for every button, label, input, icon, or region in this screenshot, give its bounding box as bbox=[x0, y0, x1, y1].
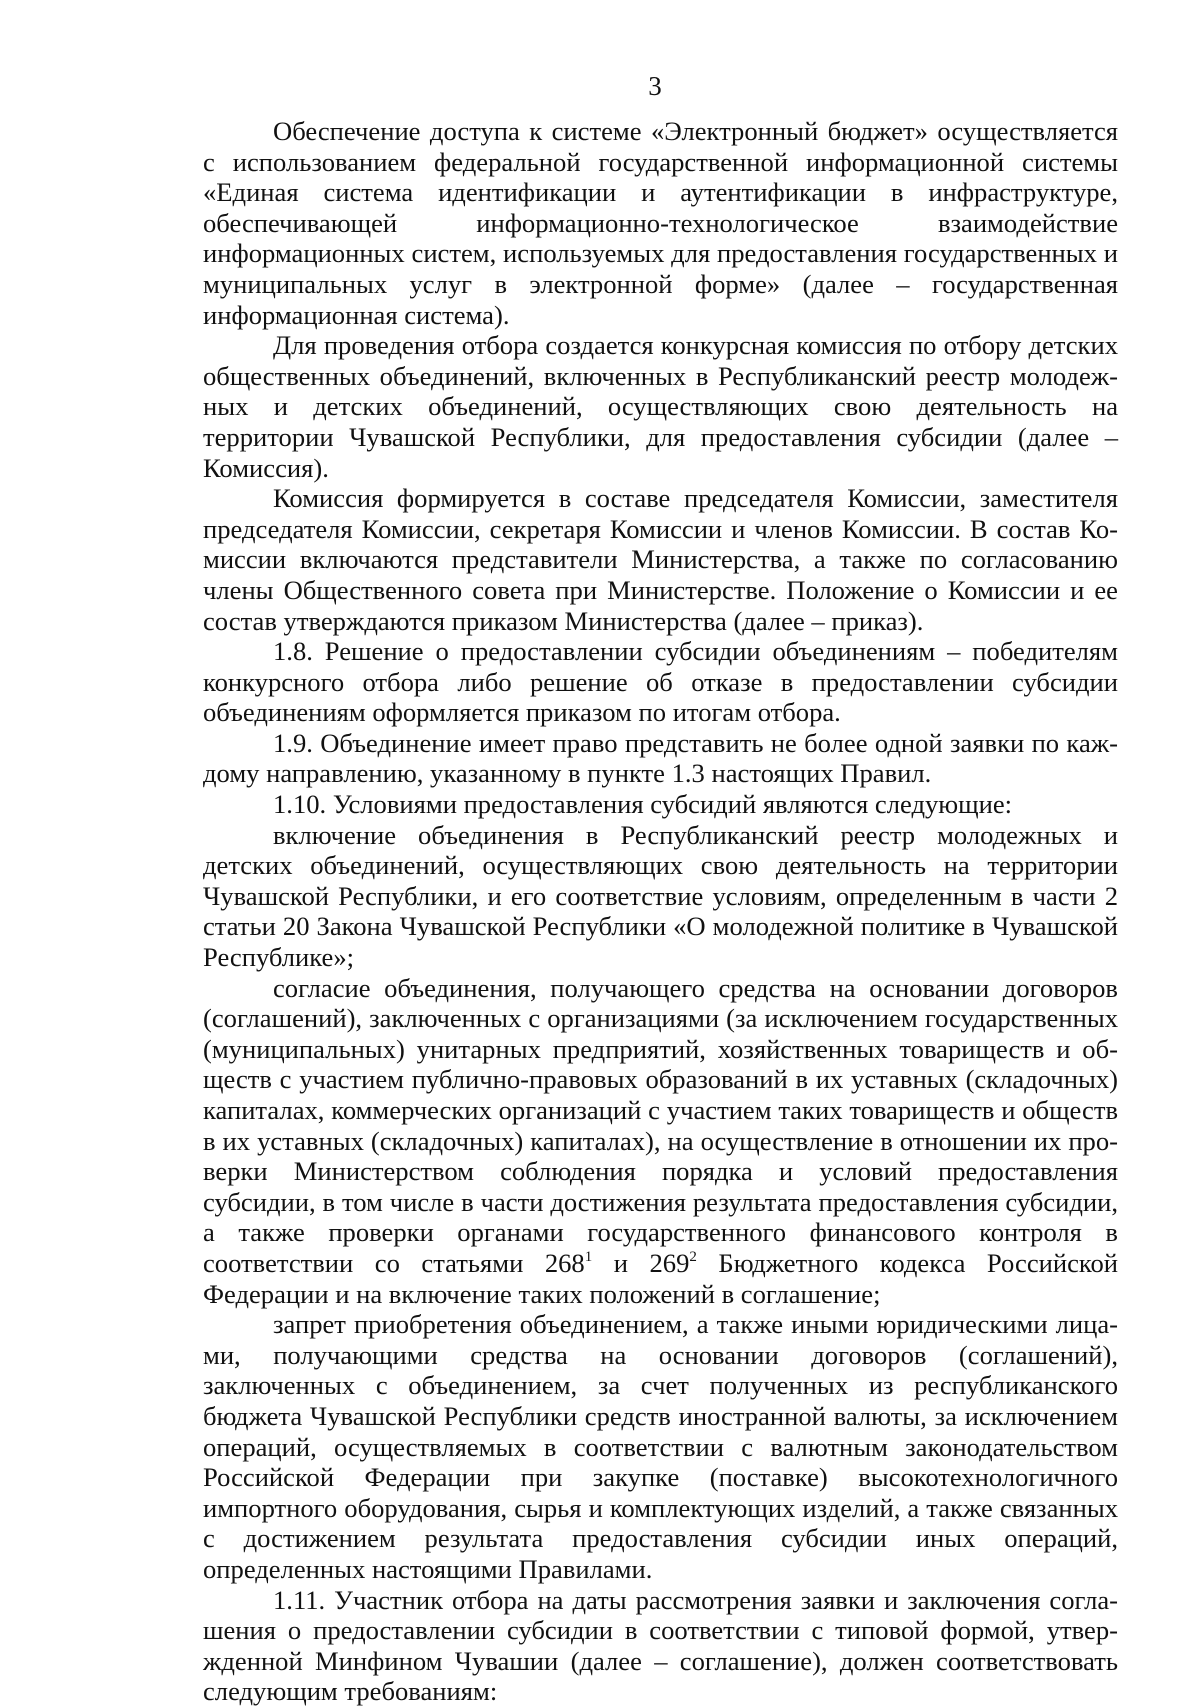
paragraph-registry-inclusion: включение объединения в Республиканский реестр молодежных и детских объединений, осуществляющих свою деятельность на территории Чувашской Республики, и его соответствие условиям, определенным в части 2 статьи 20 Закона Чувашской Республики «О молодежной политике в Чувашской Республике»; bbox=[203, 819, 1118, 973]
page-number: 3 bbox=[648, 71, 662, 101]
paragraph-commission-composition: Комиссия формируется в составе председателя Комиссии, заместителя председателя Комиссии, секретаря Комиссии и членов Комиссии. В состав Комиссии включаются представители Министерства, а также по согласованию члены Общественного совета при Министерстве. Положение о Комиссии и ее состав утверждаются приказом Министерства (далее – приказ). bbox=[203, 483, 1118, 636]
paragraph-foreign-currency-ban: запрет приобретения объединением, а также иными юридическими лицами, получающими средства на основании договоров (соглашений), заключенных с объединением, за счет полученных из республиканского бюджета Чувашской Республики средств иностранной валюты, за исключением операций, осуществляемых в соответствии с валютным законодательством Российской Федерации при закупке (поставке) высокотехнологичного импортного оборудования, сырья и комплектующих изделий, а также связанных с достижением результата предоставления субсидии иных операций, определенных настоящими Правилами. bbox=[203, 1309, 1118, 1584]
paragraph-consent bbox=[203, 973, 1118, 1310]
footnote-superscript-2: 2 bbox=[689, 1248, 697, 1265]
consent-text-part1: согласие объединения, получающего средства на основании договоров (соглашений), заключенных с организациями (за исключением государственных (муниципальных) унитарных предприятий, хозяйственных товариществ и обществ с участием публично-правовых образований в их уставных (складочных) капиталах, коммерческих организаций с участием таких товариществ и обществ в их уставных (складочных) капиталах), на осуществление в отношении их проверки Министерством соблюдения порядка и условий предоставления субсидии, в том числе в части достижения результата предоставления субсидии, а также проверки органами государственного финансового контроля в соответствии со статьями 268 bbox=[203, 972, 1118, 1278]
paragraph-1-11: 1.11. Участник отбора на даты рассмотрения заявки и заключения соглашения о предоставлении субсидии в соответствии с типовой формой, утвержденной Минфином Чувашии (далее – соглашение), должен соответствовать следующим требованиям: bbox=[203, 1584, 1118, 1707]
consent-text-part2: и 269 bbox=[592, 1247, 690, 1278]
paragraph-1-9: 1.9. Объединение имеет право представить не более одной заявки по каждому направлению, указанному в пункте 1.3 настоящих Правил. bbox=[203, 727, 1118, 789]
footnote-superscript-1: 1 bbox=[584, 1248, 593, 1265]
paragraph-1-8: 1.8. Решение о предоставлении субсидии объединениям – победителям конкурсного отбора либо решение об отказе в предоставлении субсидии объединениям оформляется приказом по итогам отбора. bbox=[203, 636, 1118, 728]
paragraph-electronic-budget-access: Обеспечение доступа к системе «Электронный бюджет» осуществляется с использованием федеральной государственной информационной системы «Единая система идентификации и аутентификации в инфраструктуре, обеспечивающей информационно-технологическое взаимодействие информационных систем, используемых для предоставления государственных и муниципальных услуг в электронной форме» (далее – государственная информационная система). bbox=[203, 116, 1118, 330]
paragraph-competition-commission: Для проведения отбора создается конкурсная комиссия по отбору детских общественных объединений, включенных в Республиканский реестр молодежных и детских объединений, осуществляющих свою деятельность на территории Чувашской Республики, для предоставления субсидии (далее – Комиссия). bbox=[203, 330, 1118, 483]
consent-text-part3: Бюджетного кодекса Российской Федерации и на включение таких положений в соглашение; bbox=[203, 1247, 1118, 1309]
paragraph-1-10: 1.10. Условиями предоставления субсидий являются следующие: bbox=[273, 789, 1013, 820]
document-body bbox=[203, 116, 1118, 1707]
